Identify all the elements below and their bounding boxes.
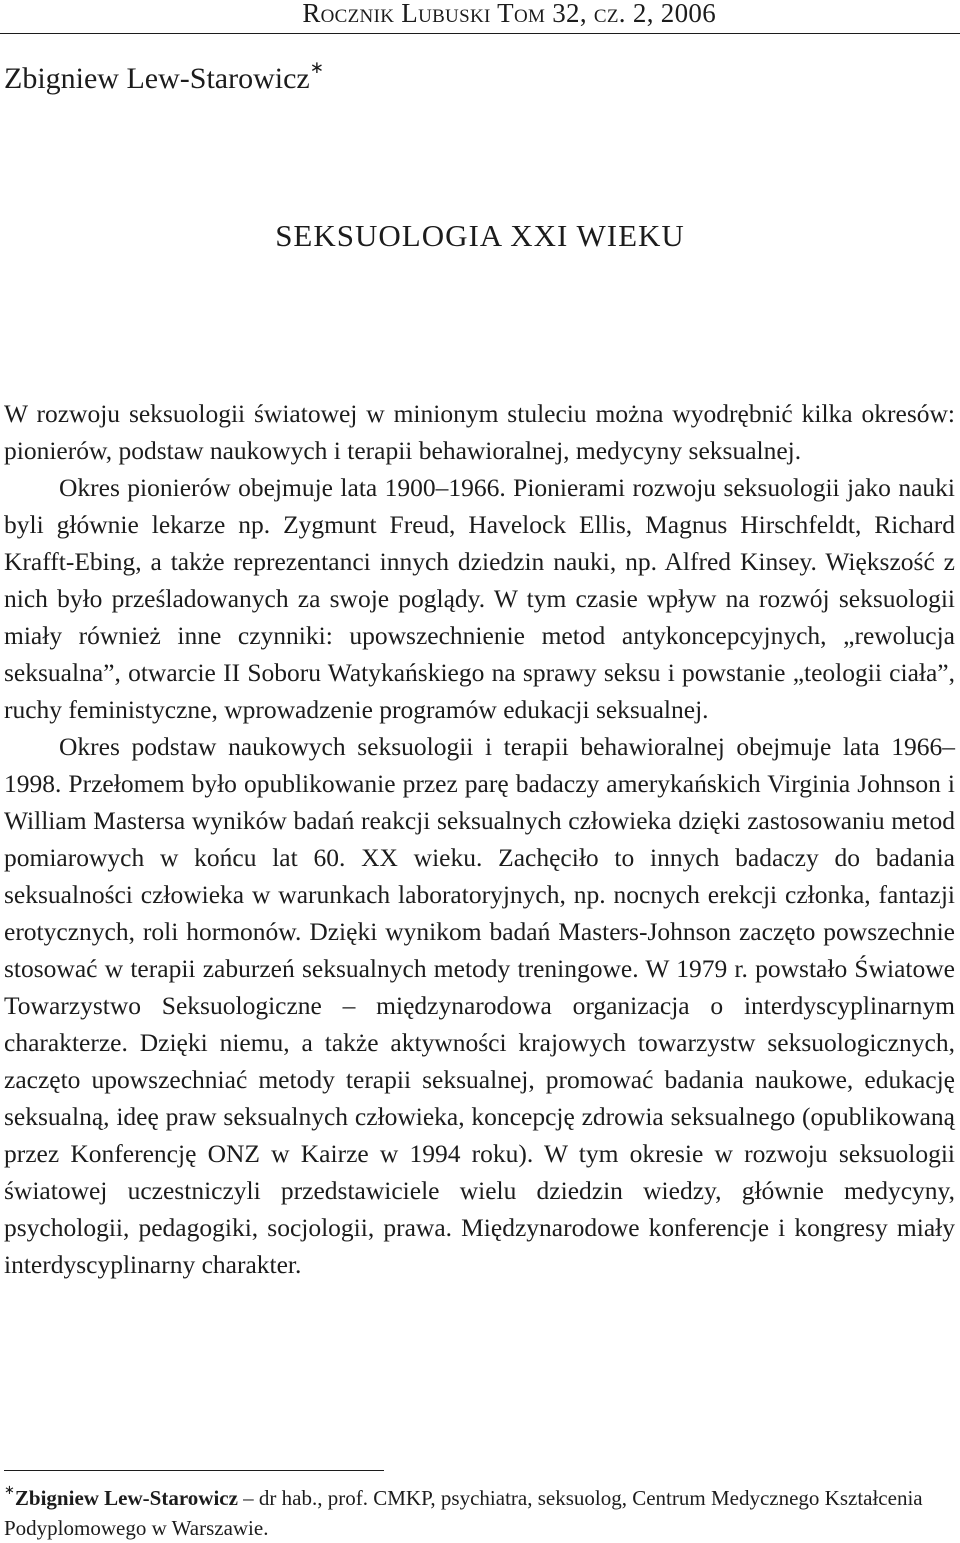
author-name: Zbigniew Lew-Starowicz (4, 62, 310, 95)
footnote-author: Zbigniew Lew-Starowicz (14, 1486, 238, 1510)
author-line (4, 58, 324, 96)
footnote-text: – dr hab., prof. CMKP, psychiatra, seksuolog, Centrum Medycznego Kształcenia Podyplomowego w Warszawie. (4, 1486, 923, 1540)
author-footnote-marker: ∗ (309, 58, 324, 77)
paragraph-1: W rozwoju seksuologii światowej w minionym stuleciu można wyodrębnić kilka okresów: pionierów, podstaw naukowych i terapii behawioralnej, medycyny seksualnej. (4, 399, 955, 465)
footnote (4, 1478, 955, 1543)
paragraph-3: Okres podstaw naukowych seksuologii i terapii behawioralnej obejmuje lata 1966–1998. Przełomem było opublikowanie przez parę badaczy amerykańskich Virginia Johnson i William Mastersa wyników badań reakcji seksualnych człowieka dzięki zastosowaniu metod pomiarowych w końcu lat 60. XX wieku. Zachęciło to innych badaczy do badania seksualności człowieka w warunkach laboratoryjnych, np. nocnych erekcji członka, fantazji erotycznych, roli hormonów. Dzięki wynikom badań Masters-Johnson zaczęto powszechnie stosować w terapii zaburzeń seksualnych metody treningowe. W 1979 r. powstało Światowe Towarzystwo Seksuologiczne – międzynarodowa organizacja o interdyscyplinarnym charakterze. Dzięki niemu, a także aktywności krajowych towarzystw seksuologicznych, zaczęto upowszechniać metody terapii seksualnej, promować badania naukowe, edukację seksualną, ideę praw seksualnych człowieka, koncepcję zdrowia seksualnego (opublikowaną przez Konferencję ONZ w Kairze w 1994 roku). W tym okresie w rozwoju seksuologii światowej uczestniczyli przedstawiciele wielu dziedzin wiedzy, głównie medycyny, psychologii, pedagogiki, socjologii, prawa. Międzynarodowe konferencje i kongresy miały interdyscyplinarny charakter. (4, 732, 955, 1279)
footnote-marker: ∗ (4, 1482, 15, 1497)
article-title: SEKSUOLOGIA XXI WIEKU (275, 218, 685, 253)
article-body (4, 395, 955, 1283)
running-head (0, 0, 960, 34)
journal-info: Rocznik Lubuski Tom 32, cz. 2, 2006 (302, 0, 716, 28)
footnote-rule (4, 1470, 384, 1471)
paragraph-2: Okres pionierów obejmuje lata 1900–1966. Pionierami rozwoju seksuologii jako nauki byli głównie lekarze np. Zygmunt Freud, Havelock Ellis, Magnus Hirschfeldt, Richard Krafft-Ebing, a także reprezentanci innych dziedzin nauki, np. Alfred Kinsey. Większość z nich było prześladowanych za swoje poglądy. W tym czasie wpływ na rozwój seksuologii miały również inne czynniki: upowszechnienie metod antykoncepcyjnych, „rewolucja seksualna”, otwarcie II Soboru Watykańskiego na sprawy seksu i powstanie „teologii ciała”, ruchy feministyczne, wprowadzenie programów edukacji seksualnej. (4, 473, 955, 724)
